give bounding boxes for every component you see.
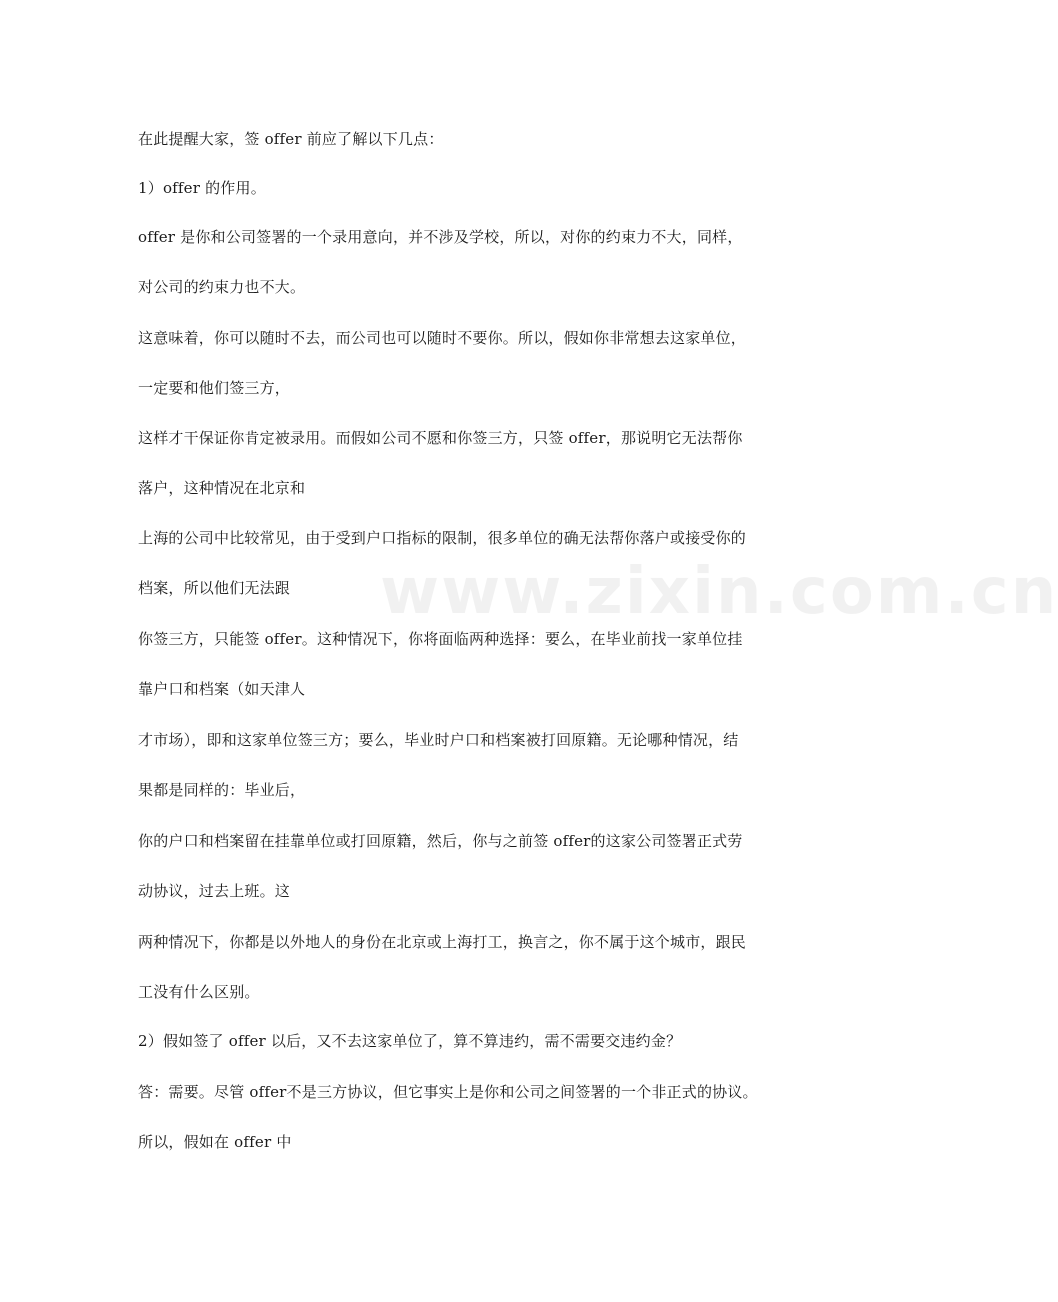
text-line: 档案，所以他们无法跟 <box>138 579 291 597</box>
text-line: 这样才干保证你肯定被录用。而假如公司不愿和你签三方，只签 offer，那说明它无法帮你 <box>138 429 743 447</box>
text-line: 2）假如签了 offer 以后，又不去这家单位了，算不算违约，需不需要交违约金？ <box>138 1032 682 1050</box>
text-line: 落户，这种情况在北京和 <box>138 479 306 497</box>
text-line: 一定要和他们签三方， <box>138 379 291 397</box>
text-line: 动协议，过去上班。这 <box>138 882 291 900</box>
text-line: 才市场），即和这家单位签三方；要么，毕业时户口和档案被打回原籍。无论哪种情况，结 <box>138 731 739 749</box>
text-line: 上海的公司中比较常见，由于受到户口指标的限制，很多单位的确无法帮你落户或接受你的 <box>138 529 747 547</box>
text-line: 果都是同样的：毕业后， <box>138 781 306 799</box>
text-line: 在此提醒大家，签 offer 前应了解以下几点： <box>138 130 444 148</box>
text-line: 两种情况下，你都是以外地人的身份在北京或上海打工，换言之，你不属于这个城市，跟民 <box>138 933 747 951</box>
text-line: 你的户口和档案留在挂靠单位或打回原籍，然后，你与之前签 offer的这家公司签署正式劳 <box>138 832 743 850</box>
text-line: offer 是你和公司签署的一个录用意向，并不涉及学校，所以，对你的约束力不大，同样， <box>138 228 743 246</box>
text-line: 答：需要。尽管 offer不是三方协议，但它事实上是你和公司之间签署的一个非正式的协议。 <box>138 1083 758 1101</box>
text-line: 工没有什么区别。 <box>138 983 260 1001</box>
watermark: www.zixin.com.cn <box>380 555 1058 629</box>
text-line: 靠户口和档案（如天津人 <box>138 680 306 698</box>
text-line: 这意味着，你可以随时不去，而公司也可以随时不要你。所以，假如你非常想去这家单位， <box>138 329 747 347</box>
text-line: 所以，假如在 offer 中 <box>138 1133 292 1151</box>
text-line: 1）offer 的作用。 <box>138 179 266 197</box>
text-line: 你签三方，只能签 offer。这种情况下，你将面临两种选择：要么，在毕业前找一家单位挂 <box>138 630 743 648</box>
text-line: 对公司的约束力也不大。 <box>138 278 306 296</box>
